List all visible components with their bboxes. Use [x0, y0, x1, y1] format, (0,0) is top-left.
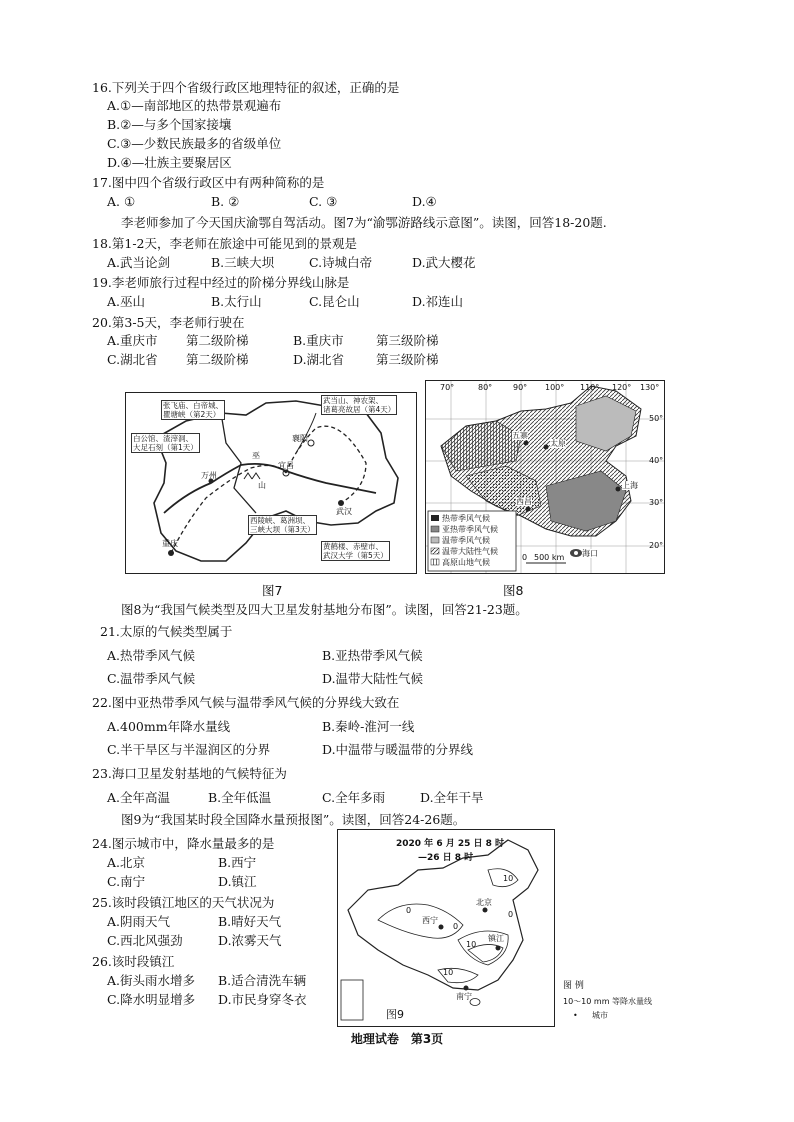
- q21-option-b: B.亚热带季风气候: [322, 648, 423, 663]
- fig9-time-end: —26 日 8 时: [418, 853, 474, 863]
- fig9-city-xining: 西宁: [422, 916, 438, 925]
- q21-stem: 21.太原的气候类型属于: [100, 624, 233, 639]
- q20-option-a-step: 第二级阶梯: [186, 333, 249, 348]
- fig8-lat-40: 40°: [649, 456, 664, 465]
- q26-option-d: D.市民身穿冬衣: [218, 992, 307, 1007]
- fig7-city-wanzhou: 万州: [201, 471, 217, 480]
- q24-stem: 24.图示城市中，降水量最多的是: [92, 836, 275, 851]
- fig8-scale-bar: 500 km: [534, 553, 565, 562]
- fig8-lat-20: 20°: [649, 541, 664, 550]
- q20-option-b-place: B.重庆市: [293, 333, 344, 348]
- fig7-city-wuhan: 武汉: [336, 507, 352, 516]
- fig8-city-taiyuan: 太原: [550, 439, 566, 448]
- q17-option-c: C. ③: [309, 194, 338, 209]
- intro-18-20: 李老师参加了今天国庆渝鄂自驾活动。图7为“渝鄂游路线示意图”。读图，回答18-20题.: [121, 215, 607, 230]
- fig9-city-beijing: 北京: [476, 898, 492, 907]
- q17-option-b: B. ②: [211, 194, 240, 209]
- q24-option-d: D.镇江: [218, 874, 257, 889]
- q21-option-d: D.温带大陆性气候: [322, 671, 424, 686]
- q23-option-d: D.全年干旱: [420, 790, 484, 805]
- fig8-legend-plateau-mountain: 高原山地气候: [442, 558, 490, 567]
- q25-option-a: A.阴雨天气: [107, 914, 171, 929]
- fig9-city-zhenjiang: 镇江: [488, 934, 504, 943]
- q16-stem: 16.下列关于四个省级行政区地理特征的叙述，正确的是: [92, 80, 400, 95]
- fig8-lat-30: 30°: [649, 498, 664, 507]
- fig7-label-wu: 巫: [252, 451, 260, 460]
- fig8-lon-70: 70°: [440, 383, 455, 392]
- q26-stem: 26.该时段镇江: [92, 954, 175, 969]
- q26-option-c: C.降水明显增多: [107, 992, 196, 1007]
- q17-option-d: D.④: [412, 194, 437, 209]
- fig7-label-day2-a: 张飞庙、白帝城、: [163, 401, 223, 410]
- fig9-iso-label-5: 10: [443, 968, 454, 977]
- fig9-time-start: 2020 年 6 月 25 日 8 时: [396, 839, 505, 849]
- q22-option-a: A.400mm年降水量线: [107, 719, 231, 734]
- q24-option-b: B.西宁: [218, 855, 257, 870]
- figure-9-precipitation-map: [337, 829, 555, 1027]
- q18-option-b: B.三峡大坝: [211, 255, 275, 270]
- q16-option-d: D.④—壮族主要聚居区: [107, 155, 232, 170]
- fig8-lon-120: 120°: [612, 383, 632, 392]
- fig7-label-shan: 山: [258, 481, 266, 490]
- q17-stem: 17.图中四个省级行政区中有两种简称的是: [92, 175, 325, 190]
- fig7-label-day1-a: 白公馆、渣滓洞、: [133, 434, 193, 443]
- fig9-legend-title: 图 例: [563, 981, 584, 991]
- q22-option-b: B.秦岭-淮河一线: [322, 719, 415, 734]
- fig7-label-day5-b: 武汉大学（第5天）: [323, 551, 388, 560]
- q22-option-c: C.半干旱区与半湿润区的分界: [107, 742, 271, 757]
- fig9-iso-label-6: 10: [503, 874, 514, 883]
- fig8-lat-50: 50°: [649, 414, 664, 423]
- fig9-city-nanning: 南宁: [456, 992, 472, 1001]
- q25-option-b: B.晴好天气: [218, 914, 282, 929]
- q19-option-b: B.太行山: [211, 294, 262, 309]
- fig7-city-xiangyang: 襄阳: [292, 434, 308, 443]
- figure-7-route-map: [125, 392, 417, 574]
- q21-option-c: C.温带季风气候: [107, 671, 196, 686]
- fig7-label-day3-b: 三峡大坝（第3天）: [250, 525, 315, 534]
- fig7-label-day2-b: 瞿塘峡（第2天）: [163, 410, 221, 419]
- q16-option-c: C.③—少数民族最多的省级单位: [107, 136, 282, 151]
- q17-option-a: A. ①: [107, 194, 136, 209]
- fig8-legend-temperate-monsoon: 温带季风气候: [442, 536, 490, 545]
- fig8-legend-subtropical-monsoon: 亚热带季风气候: [442, 525, 498, 534]
- q20-option-b-step: 第三级阶梯: [376, 333, 439, 348]
- q21-option-a: A.热带季风气候: [107, 648, 196, 663]
- q19-option-d: D.祁连山: [412, 294, 464, 309]
- q20-option-d-place: D.湖北省: [293, 352, 345, 367]
- figure-8-caption: 图8: [503, 583, 524, 598]
- fig9-legend-isoline: 10～10 mm 等降水量线: [563, 997, 653, 1006]
- q20-option-c-step: 第二级阶梯: [186, 352, 249, 367]
- fig8-lon-100: 100°: [545, 383, 565, 392]
- q25-option-d: D.浓雾天气: [218, 933, 282, 948]
- q22-option-d: D.中温带与暖温带的分界线: [322, 742, 474, 757]
- fig9-iso-label-4: 10: [466, 940, 477, 949]
- q26-option-a: A.街头雨水增多: [107, 973, 196, 988]
- fig7-label-day1-b: 大足石刻（第1天）: [133, 443, 198, 452]
- q24-option-c: C.南宁: [107, 874, 146, 889]
- q18-option-d: D.武大樱花: [412, 255, 476, 270]
- q23-option-b: B.全年低温: [208, 790, 272, 805]
- q19-stem: 19.李老师旅行过程中经过的阶梯分界线山脉是: [92, 275, 350, 290]
- q20-stem: 20.第3-5天，李老师行驶在: [92, 315, 245, 330]
- fig8-lon-130: 130°: [640, 383, 660, 392]
- q18-option-a: A.武当论剑: [107, 255, 171, 270]
- fig8-legend-tropical-monsoon: 热带季风气候: [442, 514, 490, 523]
- fig8-city-xichang: 西昌: [516, 497, 532, 506]
- q16-option-a: A.①—南部地区的热带景观遍布: [107, 98, 282, 113]
- intro-24-26: 图9为“我国某时段全国降水量预报图”。读图，回答24-26题。: [121, 812, 466, 827]
- fig8-city-shanghai: 上海: [622, 481, 638, 490]
- figure-8-climate-map: [425, 380, 665, 574]
- q26-option-b: B.适合清洗车辆: [218, 973, 307, 988]
- fig8-city-haikou: 海口: [582, 549, 598, 558]
- q20-option-a-place: A.重庆市: [107, 333, 158, 348]
- q20-option-d-step: 第三级阶梯: [376, 352, 439, 367]
- q23-option-c: C.全年多雨: [322, 790, 386, 805]
- fig9-iso-label-1: 0: [406, 906, 412, 915]
- fig7-label-day3-a: 西陵峡、葛洲坝、: [250, 516, 310, 525]
- page-footer: 地理试卷 第3页: [350, 1032, 444, 1046]
- intro-21-23: 图8为“我国气候类型及四大卫星发射基地分布图”。读图，回答21-23题。: [121, 602, 528, 617]
- q24-option-a: A.北京: [107, 855, 146, 870]
- fig9-legend-city-marker: •: [573, 1011, 578, 1020]
- q19-option-a: A.巫山: [107, 294, 146, 309]
- fig8-lon-80: 80°: [478, 383, 493, 392]
- q25-stem: 25.该时段镇江地区的天气状况为: [92, 895, 275, 910]
- q16-option-b: B.②—与多个国家接壤: [107, 117, 232, 132]
- fig7-city-yichang: 宜昌: [278, 461, 294, 470]
- fig7-label-day4-a: 武当山、神农架、: [323, 396, 383, 405]
- figure-9-caption: 图9: [386, 1008, 404, 1021]
- q23-stem: 23.海口卫星发射基地的气候特征为: [92, 766, 287, 781]
- fig9-legend-city: 城市: [592, 1011, 608, 1020]
- fig7-city-chongqing: 重庆: [162, 539, 178, 548]
- fig8-lon-110: 110°: [580, 383, 600, 392]
- q22-stem: 22.图中亚热带季风气候与温带季风气候的分界线大致在: [92, 695, 400, 710]
- q23-option-a: A.全年高温: [107, 790, 171, 805]
- fig8-lon-90: 90°: [513, 383, 528, 392]
- fig8-legend-temperate-continental: 温带大陆性气候: [442, 547, 498, 556]
- q19-option-c: C.昆仑山: [309, 294, 360, 309]
- fig9-iso-label-3: 0: [508, 910, 514, 919]
- q18-stem: 18.第1-2天，李老师在旅途中可能见到的景观是: [92, 236, 358, 251]
- q18-option-c: C.诗城白帝: [309, 255, 373, 270]
- fig8-city-wuzhai: 五寨: [512, 431, 528, 440]
- q20-option-c-place: C.湖北省: [107, 352, 158, 367]
- figure-7-caption: 图7: [262, 583, 283, 598]
- fig7-label-day5-a: 黄鹤楼、赤壁市、: [323, 542, 383, 551]
- fig7-label-day4-b: 诸葛亮故居（第4天）: [323, 405, 396, 414]
- q25-option-c: C.西北风强劲: [107, 933, 183, 948]
- fig9-iso-label-2: 0: [453, 922, 459, 931]
- fig8-scale-zero: 0: [522, 553, 528, 562]
